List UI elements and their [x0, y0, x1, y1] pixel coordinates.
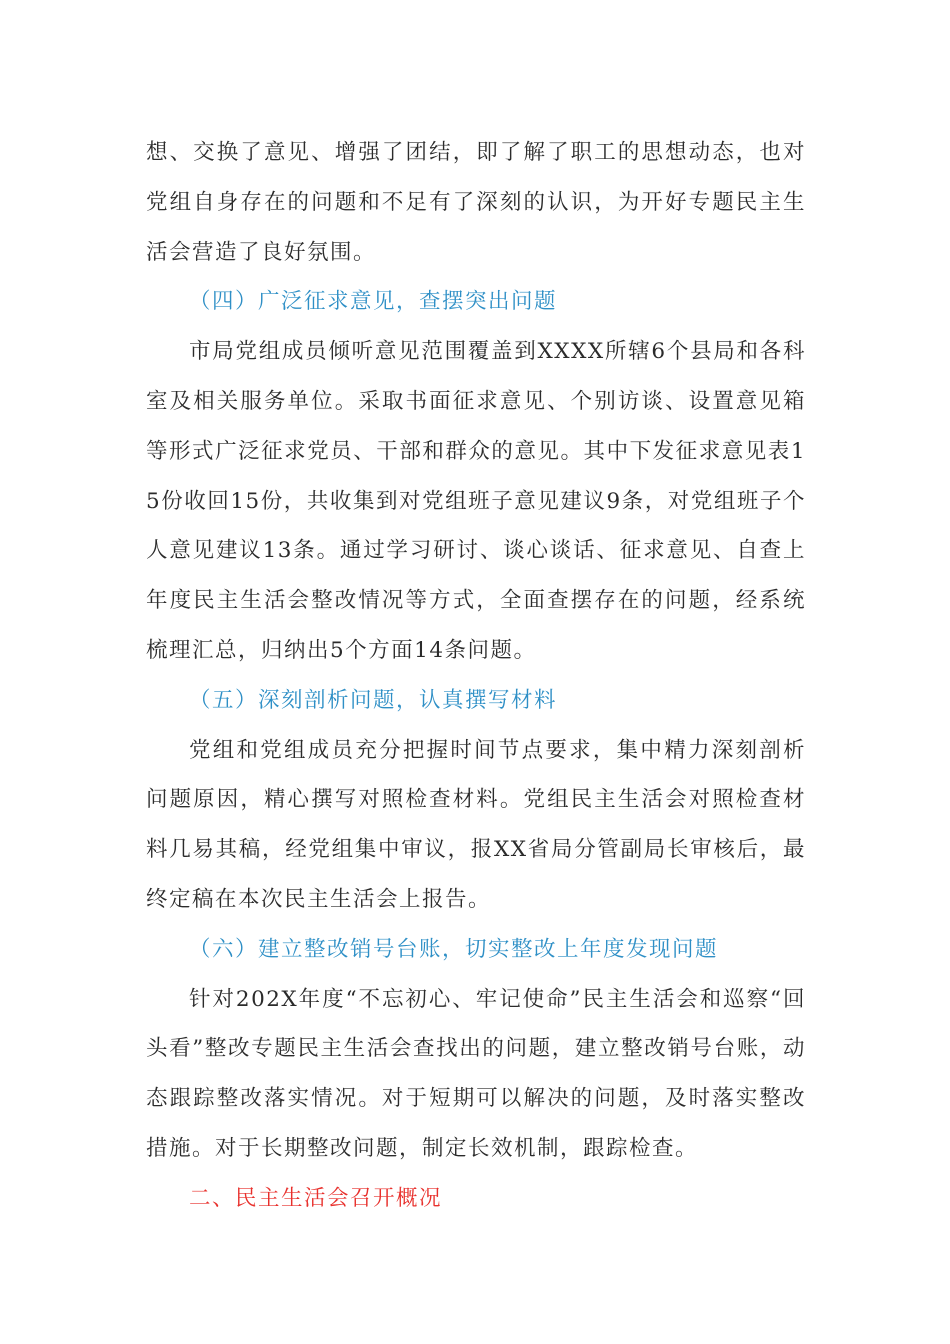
subheading-four: （四）广泛征求意见，查摆突出问题 [189, 289, 558, 315]
paragraph-opinions: 市局党组成员倾听意见范围覆盖到XXXX所辖6个县局和各科室及相关服务单位。采取书面征求意见、个别访谈、设置意见箱等形式广泛征求党员、干部和群众的意见。其中下发征求意见表15份收回15份，共收集到对党组班子意见建议9条，对党组班子个人意见建议13条。通过学习研讨、谈心谈话、征求意见、自查上年度民主生活会整改情况等方式，全面查摆存在的问题，经系统梳理汇总，归纳出5个方面14条问题。 [146, 339, 806, 663]
paragraph-materials: 党组和党组成员充分把握时间节点要求，集中精力深刻剖析问题原因，精心撰写对照检查材料。党组民主生活会对照检查材料几易其稿，经党组集中审议，报XX省局分管副局长审核后，最终定稿在本次民主生活会上报告。 [146, 737, 806, 912]
section-heading-two: 二、民主生活会召开概况 [189, 1185, 443, 1211]
subheading-six: （六）建立整改销号台账，切实整改上年度发现问题 [189, 936, 719, 962]
paragraph-rectification: 针对202X年度“不忘初心、牢记使命”民主生活会和巡察“回头看”整改专题民主生活会查找出的问题，建立整改销号台账，动态跟踪整改落实情况。对于短期可以解决的问题，及时落实整改措施。对于长期整改问题，制定长效机制，跟踪检查。 [146, 986, 806, 1161]
subheading-five: （五）深刻剖析问题，认真撰写材料 [189, 687, 558, 713]
document-body [146, 128, 806, 1224]
paragraph-continuation: 想、交换了意见、增强了团结，即了解了职工的思想动态，也对党组自身存在的问题和不足有了深刻的认识，为开好专题民主生活会营造了良好氛围。 [146, 140, 806, 265]
